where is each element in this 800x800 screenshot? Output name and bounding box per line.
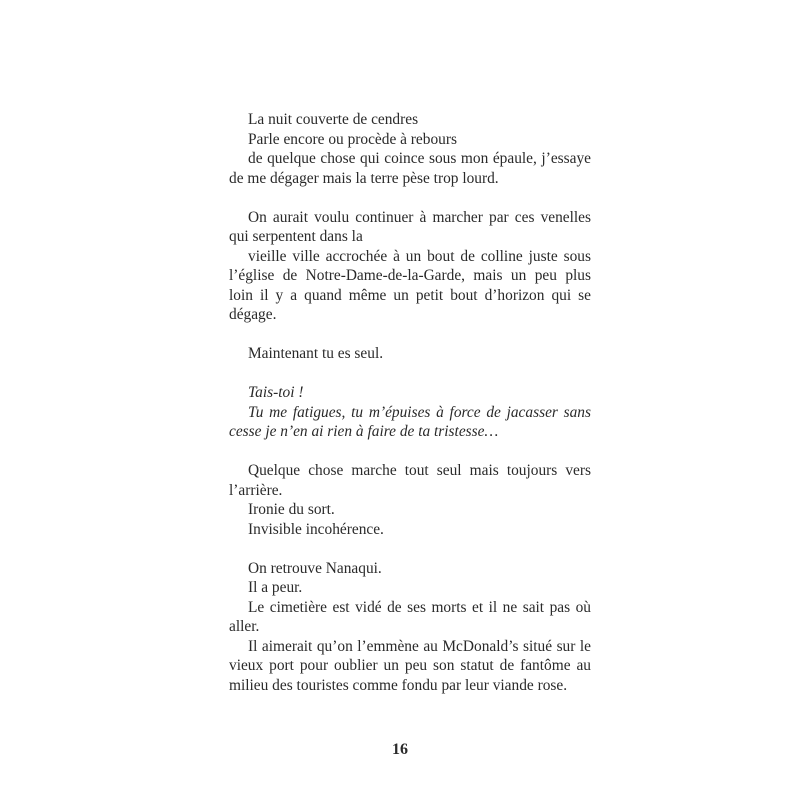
stanza-3 [229, 344, 591, 364]
text-line: Tu me fatigues, tu m’épuises à force de jacasser sans cesse je n’en ai rien à faire de ta tristesse… [229, 403, 591, 440]
text-line: Ironie du sort. [248, 501, 335, 518]
text-line: de quelque chose qui coince sous mon épaule, j’essaye de me dégager mais la terre pèse trop lourd. [229, 150, 591, 187]
text-line: Il aimerait qu’on l’emmène au McDonald’s situé sur le vieux port pour oublier un peu son statut de fantôme au milieu des touristes comme fondu par leur viande rose. [229, 637, 591, 694]
text-line: Maintenant tu es seul. [248, 345, 384, 362]
stanza-2 [229, 208, 591, 325]
text-line: vieille ville accrochée à un bout de colline juste sous l’église de Notre-Dame-de-la-Garde, mais un peu plus loin il y a quand même un petit bout d’horizon qui se dégage. [229, 247, 591, 323]
text-line: Le cimetière est vidé de ses morts et il ne sait pas où aller. [229, 598, 591, 635]
page-body [229, 110, 591, 715]
text-line: Quelque chose marche tout seul mais toujours vers l’arrière. [229, 462, 591, 499]
text-line: Parle encore ou procède à rebours [248, 130, 457, 148]
text-line: Tais-toi ! [248, 384, 304, 401]
stanza-6 [229, 559, 591, 696]
text-line: Il a peur. [248, 579, 303, 596]
page-number: 16 [392, 741, 408, 758]
stanza-1 [229, 110, 591, 188]
text-line: On aurait voulu continuer à marcher par ces venelles qui serpentent dans la [229, 208, 591, 245]
stanza-4-italic [229, 383, 591, 442]
text-line: La nuit couverte de cendres [248, 111, 419, 128]
stanza-5 [229, 461, 591, 539]
text-line: On retrouve Nanaqui. [248, 559, 382, 577]
text-line: Invisible incohérence. [248, 520, 384, 538]
